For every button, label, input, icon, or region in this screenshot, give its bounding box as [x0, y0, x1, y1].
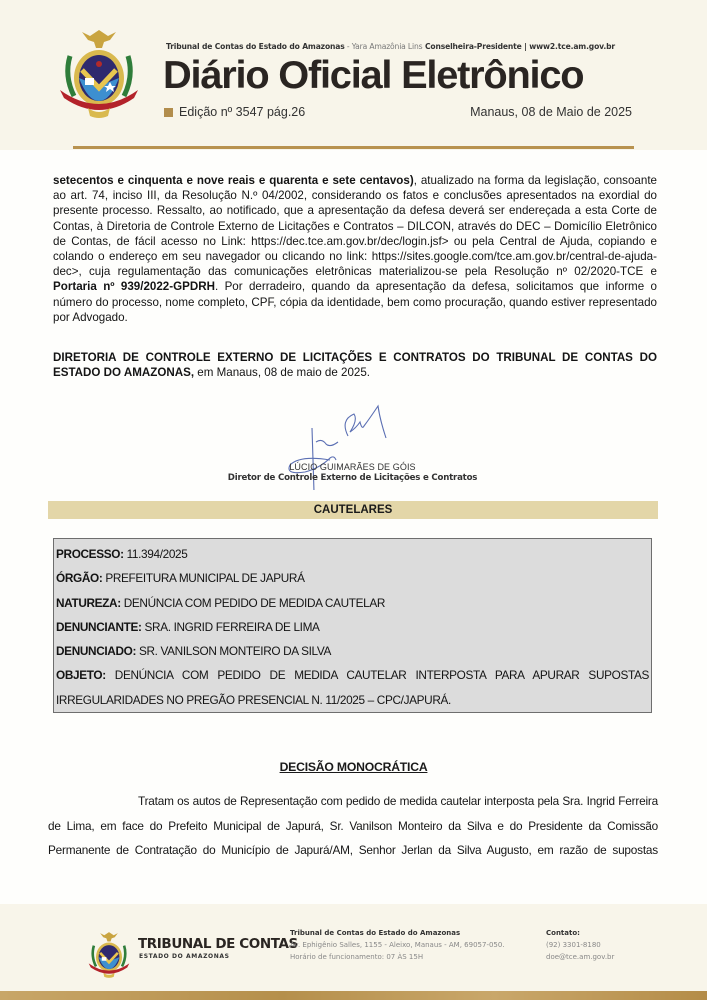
- info-value: PREFEITURA MUNICIPAL DE JAPURÁ: [102, 571, 305, 586]
- header-divider-line: [73, 146, 634, 149]
- info-label: PROCESSO:: [56, 547, 124, 561]
- p2-bold: DIRETORIA DE CONTROLE EXTERNO DE LICITAÇÕES E CONTRATOS DO TRIBUNAL DE CONTAS DO ESTADO DO AMAZONAS,: [53, 351, 657, 380]
- header-date: Manaus, 08 de Maio de 2025: [470, 105, 632, 119]
- footer-email[interactable]: doe@tce.am.gov.br: [546, 953, 615, 961]
- info-label: NATUREZA:: [56, 595, 121, 610]
- footer-coat-of-arms-icon: [87, 930, 131, 980]
- section-header-cautelares: CAUTELARES: [48, 501, 658, 519]
- footer-address-block: [290, 927, 505, 963]
- org-separator: -: [344, 42, 352, 51]
- info-row-denunciado: [56, 639, 649, 663]
- info-value: DENÚNCIA COM PEDIDO DE MEDIDA CAUTELAR: [120, 595, 386, 610]
- p2-text: em Manaus, 08 de maio de 2025.: [194, 366, 371, 380]
- info-value: SR. VANILSON MONTEIRO DA SILVA: [136, 644, 332, 659]
- p1-bold: setecentos e cinquenta e nove reais e quarenta e sete centavos): [53, 174, 414, 187]
- edition-square-icon: [164, 108, 173, 117]
- footer-org-name: Tribunal de Contas do Estado do Amazonas: [290, 929, 461, 937]
- signatory-role: Diretor de Controle Externo de Licitações e Contratos: [227, 473, 478, 483]
- info-value: 11.394/2025: [123, 547, 188, 561]
- page-title: Diário Oficial Eletrônico: [163, 54, 584, 97]
- header-divider: |: [521, 42, 530, 51]
- info-row-processo: [56, 542, 649, 566]
- footer-brand-sub: ESTADO DO AMAZONAS: [139, 953, 230, 960]
- decision-text: Tratam os autos de Representação com pedido de medida cautelar interposta pela Sra. Ingrid Ferreira de Lima, em face do Prefeito Municipal de Japurá, Sr. Vanilson Monteiro da Silva e do Presidente da Comissão Permanente de Contratação do Município de Japurá/AM, Senhor Jerlan da Silva Augusto, em razão de supostas: [48, 794, 658, 858]
- decision-paragraph: [48, 789, 658, 863]
- decision-title: DECISÃO MONOCRÁTICA: [279, 760, 428, 774]
- header-org-line: [166, 42, 615, 51]
- footer-phone: (92) 3301-8180: [546, 941, 601, 949]
- info-label: DENUNCIANTE:: [56, 619, 142, 634]
- info-row-orgao: [56, 566, 649, 590]
- signature-block: [200, 400, 500, 490]
- p1-bold-portaria: Portaria nº 939/2022-GPDRH: [53, 280, 215, 294]
- footer-address: Av. Ephigênio Salles, 1155 - Aleixo, Manaus - AM, 69057-050.: [290, 941, 505, 949]
- header-website: www2.tce.am.gov.br: [529, 42, 615, 51]
- info-row-denunciante: [56, 615, 649, 639]
- info-row-objeto-cont: [56, 688, 649, 712]
- info-label: OBJETO:: [56, 668, 106, 683]
- info-row-natureza: [56, 591, 649, 615]
- p1-text: , atualizado na forma da legislação, consoante ao art. 74, inciso III, da Resolução N.º 04/2002, considerando os fatos e conclusões apresentados na exordial do presente processo. Ressalto, ao notificado, que a apresentação da defesa deverá ser endereçada a esta Corte de Contas, à Diretoria de Controle Externo de Licitações e Contratos – DILCON, através do DEC – Domicílio Eletrônico de Contas, de fácil acesso no Link: https://dec.tce.am.gov.br/dec/login.jsf> ou pela Central de Ajuda, copiando e colando o endereço em seu navegador ou clicando no link: https://sites.google.com/tce.am.gov.br/central-de-ajuda-dec>, cuja regulamentação das comunicações eletrônicas materializou-se pela Resolução nº 02/2020-TCE e: [53, 174, 657, 279]
- page-header: [0, 0, 707, 150]
- footer-hours: Horário de funcionamento: 07 ÀS 15H: [290, 953, 424, 961]
- info-value-line2: IRREGULARIDADES NO PREGÃO PRESENCIAL N. 11/2025 – CPC/JAPURÁ.: [56, 692, 451, 707]
- paragraph-signoff: [53, 350, 657, 380]
- paragraph-notification: [53, 173, 657, 325]
- edition-info: [164, 105, 305, 119]
- info-label: DENUNCIADO:: [56, 644, 137, 659]
- info-label: ÓRGÃO:: [56, 571, 103, 586]
- president-name: Yara Amazônia Lins: [351, 42, 423, 51]
- p1-text-end: . Por derradeiro, quando da apresentação da defesa, solicitamos que informe o número do processo, nome completo, CPF, cópia da identidade, bem como procuração, quando estiver representado por Advogado.: [53, 280, 657, 324]
- org-name: Tribunal de Contas do Estado do Amazonas: [166, 42, 345, 51]
- info-value: DENÚNCIA COM PEDIDO DE MEDIDA CAUTELAR INTERPOSTA PARA APURAR SUPOSTAS: [105, 668, 649, 683]
- process-info-box: [53, 538, 652, 713]
- edition-text: Edição nº 3547 pág.26: [179, 105, 306, 119]
- president-title: Conselheira-Presidente: [424, 42, 522, 51]
- info-row-objeto: [56, 663, 649, 687]
- footer-brand: TRIBUNAL DE CONTAS: [138, 936, 298, 952]
- signatory-name: LÚCIO GUIMARÃES DE GÓIS: [289, 462, 416, 472]
- coat-of-arms-icon: [58, 26, 140, 122]
- footer-contact-label: Contato:: [546, 929, 580, 937]
- footer-gold-bar: [0, 991, 707, 1000]
- info-value: SRA. INGRID FERREIRA DE LIMA: [141, 619, 320, 634]
- footer-contact-block: [546, 927, 614, 963]
